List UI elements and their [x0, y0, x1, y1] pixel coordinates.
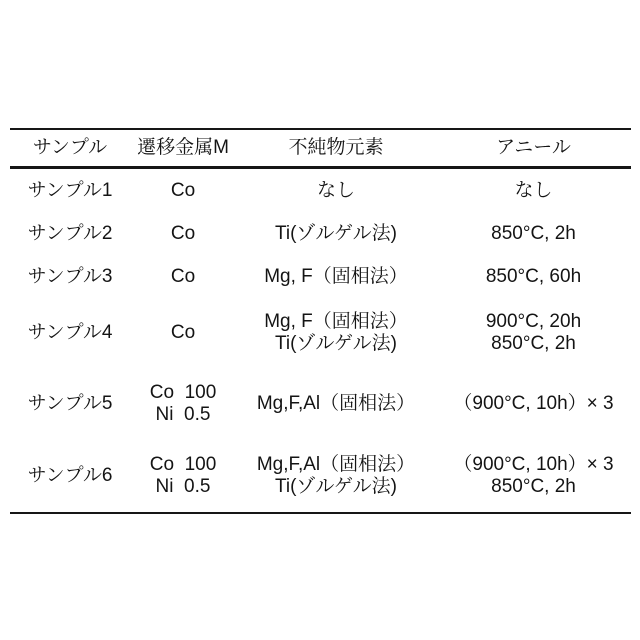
- table-body: [10, 169, 631, 514]
- impurity-cell: Mg,F,Al（固相法）: [256, 393, 416, 414]
- metal-cell: Co: [170, 222, 196, 244]
- table-header-row: [10, 128, 631, 169]
- metal-cell: Co 100 Ni 0.5: [149, 454, 217, 497]
- anneal-cell: なし: [514, 179, 553, 201]
- table-row-sample2: [10, 212, 631, 255]
- sample-cell: サンプル6: [27, 465, 113, 486]
- metal-cell: Co 100 Ni 0.5: [149, 382, 217, 425]
- sample-cell: サンプル5: [27, 393, 113, 414]
- metal-cell: Co: [170, 265, 196, 287]
- anneal-cell: 850°C, 2h: [491, 222, 576, 244]
- table-row-sample3: [10, 255, 631, 298]
- header-sample: サンプル: [32, 137, 108, 158]
- impurity-cell: Ti(ゾルゲル法): [274, 222, 398, 244]
- sample-cell: サンプル1: [27, 179, 113, 201]
- header-transition-metal: 遷移金属M: [137, 137, 229, 158]
- impurity-cell: なし: [316, 179, 355, 201]
- anneal-cell: （900°C, 10h）× 3 850°C, 2h: [453, 454, 614, 497]
- metal-cell: Co: [170, 322, 196, 343]
- sample-cell: サンプル2: [27, 222, 113, 244]
- sample-cell: サンプル4: [27, 322, 113, 343]
- samples-table: [10, 128, 631, 514]
- impurity-cell: Mg, F（固相法） Ti(ゾルゲル法): [264, 311, 408, 354]
- table-row-sample5: [10, 368, 631, 440]
- table-row-sample4: [10, 298, 631, 368]
- anneal-cell: 900°C, 20h 850°C, 2h: [485, 311, 582, 354]
- anneal-cell: 850°C, 60h: [485, 265, 582, 287]
- impurity-cell: Mg, F（固相法）: [264, 265, 408, 287]
- table-row-sample6: [10, 440, 631, 512]
- table-row-sample1: [10, 169, 631, 212]
- impurity-cell: Mg,F,Al（固相法） Ti(ゾルゲル法): [256, 454, 416, 497]
- header-anneal: アニール: [496, 137, 571, 158]
- sample-cell: サンプル3: [27, 265, 113, 287]
- metal-cell: Co: [170, 179, 196, 201]
- anneal-cell: （900°C, 10h）× 3: [453, 393, 614, 414]
- header-impurity-elements: 不純物元素: [288, 137, 384, 158]
